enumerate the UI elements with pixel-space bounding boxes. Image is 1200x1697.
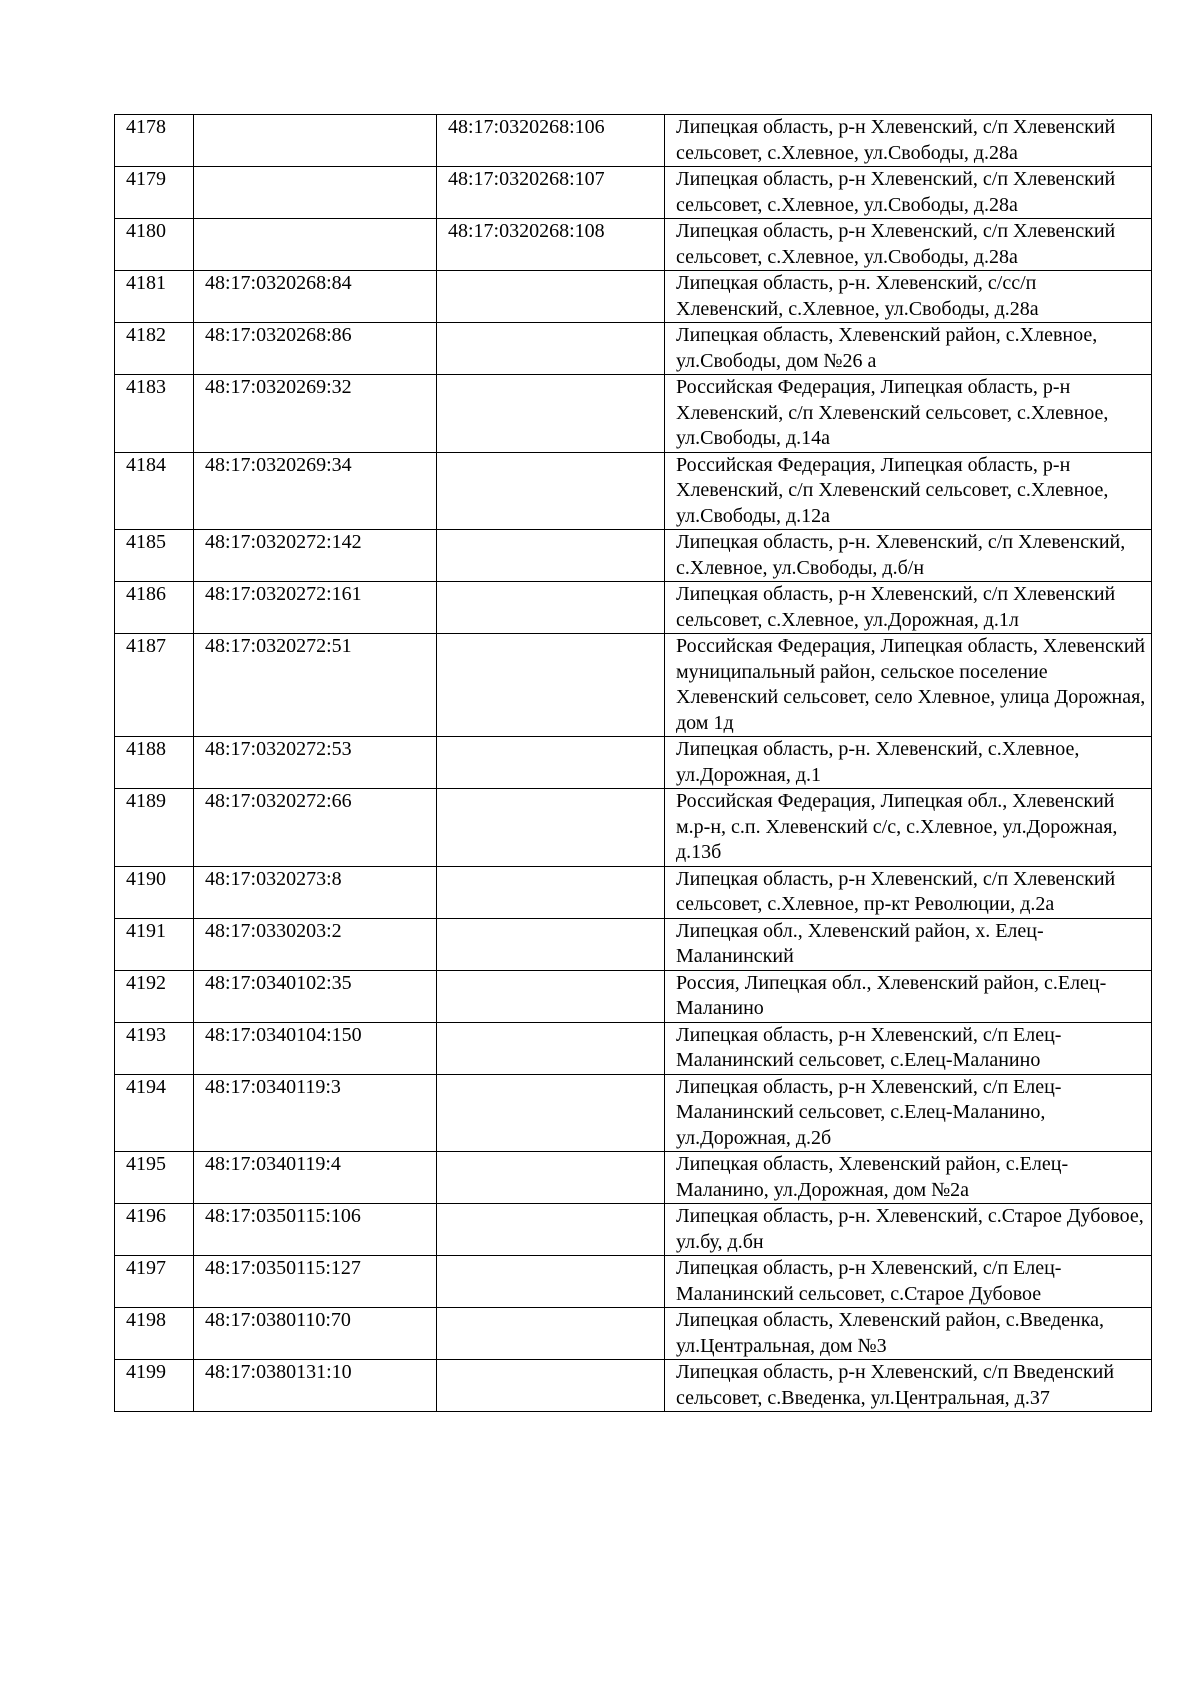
table-row bbox=[115, 271, 1152, 323]
address-cell: Липецкая область, р-н Хлевенский, с/п Елец-Маланинский сельсовет, с.Елец-Маланино, ул.Дорожная, д.2б bbox=[665, 1074, 1152, 1152]
building-cadastral-number bbox=[437, 271, 665, 323]
address-cell: Липецкая область, р-н Хлевенский, с/п Елец-Маланинский сельсовет, с.Елец-Маланино bbox=[665, 1022, 1152, 1074]
land-cadastral-number: 48:17:0340104:150 bbox=[194, 1022, 437, 1074]
table-body bbox=[115, 115, 1152, 1412]
table-row bbox=[115, 866, 1152, 918]
land-cadastral-number: 48:17:0340119:4 bbox=[194, 1152, 437, 1204]
row-number: 4188 bbox=[115, 737, 194, 789]
land-cadastral-number bbox=[194, 219, 437, 271]
table-row bbox=[115, 452, 1152, 530]
address-cell: Липецкая область, р-н Хлевенский, с/п Хлевенский сельсовет, с.Хлевное, ул.Свободы, д.28а bbox=[665, 115, 1152, 167]
property-register-table bbox=[114, 114, 1152, 1412]
row-number: 4194 bbox=[115, 1074, 194, 1152]
building-cadastral-number bbox=[437, 634, 665, 737]
address-cell: Россия, Липецкая обл., Хлевенский район, с.Елец-Маланино bbox=[665, 970, 1152, 1022]
row-number: 4190 bbox=[115, 866, 194, 918]
address-cell: Липецкая область, р-н. Хлевенский, с/п Хлевенский, с.Хлевное, ул.Свободы, д.б/н bbox=[665, 530, 1152, 582]
land-cadastral-number: 48:17:0330203:2 bbox=[194, 918, 437, 970]
row-number: 4184 bbox=[115, 452, 194, 530]
building-cadastral-number bbox=[437, 1308, 665, 1360]
table-row bbox=[115, 737, 1152, 789]
table-row bbox=[115, 219, 1152, 271]
table-row bbox=[115, 1360, 1152, 1412]
table-row bbox=[115, 1308, 1152, 1360]
address-cell: Липецкая область, Хлевенский район, с.Елец-Маланино, ул.Дорожная, дом №2а bbox=[665, 1152, 1152, 1204]
row-number: 4185 bbox=[115, 530, 194, 582]
table-row bbox=[115, 918, 1152, 970]
land-cadastral-number: 48:17:0380131:10 bbox=[194, 1360, 437, 1412]
address-cell: Липецкая область, р-н Хлевенский, с/п Хлевенский сельсовет, с.Хлевное, пр-кт Революции, д.2а bbox=[665, 866, 1152, 918]
address-cell: Липецкая область, р-н Хлевенский, с/п Хлевенский сельсовет, с.Хлевное, ул.Свободы, д.28а bbox=[665, 219, 1152, 271]
table-row bbox=[115, 1022, 1152, 1074]
table-row bbox=[115, 789, 1152, 867]
address-cell: Липецкая область, р-н Хлевенский, с/п Хлевенский сельсовет, с.Хлевное, ул.Дорожная, д.1л bbox=[665, 582, 1152, 634]
land-cadastral-number: 48:17:0340119:3 bbox=[194, 1074, 437, 1152]
address-cell: Липецкая область, р-н Хлевенский, с/п Хлевенский сельсовет, с.Хлевное, ул.Свободы, д.28а bbox=[665, 167, 1152, 219]
building-cadastral-number bbox=[437, 866, 665, 918]
land-cadastral-number bbox=[194, 167, 437, 219]
row-number: 4196 bbox=[115, 1204, 194, 1256]
row-number: 4199 bbox=[115, 1360, 194, 1412]
land-cadastral-number: 48:17:0320268:84 bbox=[194, 271, 437, 323]
document-page bbox=[114, 114, 1151, 1412]
table-row bbox=[115, 323, 1152, 375]
land-cadastral-number: 48:17:0320269:32 bbox=[194, 375, 437, 453]
row-number: 4197 bbox=[115, 1256, 194, 1308]
land-cadastral-number: 48:17:0320268:86 bbox=[194, 323, 437, 375]
land-cadastral-number: 48:17:0320272:161 bbox=[194, 582, 437, 634]
land-cadastral-number: 48:17:0320272:66 bbox=[194, 789, 437, 867]
building-cadastral-number bbox=[437, 918, 665, 970]
building-cadastral-number bbox=[437, 1360, 665, 1412]
row-number: 4180 bbox=[115, 219, 194, 271]
address-cell: Липецкая область, р-н. Хлевенский, с/сс/п Хлевенский, с.Хлевное, ул.Свободы, д.28а bbox=[665, 271, 1152, 323]
address-cell: Липецкая область, Хлевенский район, с.Введенка, ул.Центральная, дом №3 bbox=[665, 1308, 1152, 1360]
table-row bbox=[115, 582, 1152, 634]
address-cell: Липецкая область, р-н Хлевенский, с/п Елец-Маланинский сельсовет, с.Старое Дубовое bbox=[665, 1256, 1152, 1308]
table-row bbox=[115, 1152, 1152, 1204]
land-cadastral-number: 48:17:0320272:142 bbox=[194, 530, 437, 582]
address-cell: Липецкая область, р-н. Хлевенский, с.Хлевное, ул.Дорожная, д.1 bbox=[665, 737, 1152, 789]
land-cadastral-number: 48:17:0350115:127 bbox=[194, 1256, 437, 1308]
row-number: 4187 bbox=[115, 634, 194, 737]
address-cell: Липецкая область, Хлевенский район, с.Хлевное, ул.Свободы, дом №26 а bbox=[665, 323, 1152, 375]
row-number: 4191 bbox=[115, 918, 194, 970]
row-number: 4195 bbox=[115, 1152, 194, 1204]
building-cadastral-number bbox=[437, 452, 665, 530]
row-number: 4178 bbox=[115, 115, 194, 167]
building-cadastral-number bbox=[437, 789, 665, 867]
row-number: 4186 bbox=[115, 582, 194, 634]
row-number: 4193 bbox=[115, 1022, 194, 1074]
land-cadastral-number: 48:17:0340102:35 bbox=[194, 970, 437, 1022]
address-cell: Липецкая область, р-н. Хлевенский, с.Старое Дубовое, ул.бу, д.бн bbox=[665, 1204, 1152, 1256]
address-cell: Российская Федерация, Липецкая область, р-н Хлевенский, с/п Хлевенский сельсовет, с.Хлевное, ул.Свободы, д.12а bbox=[665, 452, 1152, 530]
table-row bbox=[115, 970, 1152, 1022]
land-cadastral-number: 48:17:0320272:53 bbox=[194, 737, 437, 789]
building-cadastral-number bbox=[437, 1256, 665, 1308]
row-number: 4189 bbox=[115, 789, 194, 867]
table-row bbox=[115, 167, 1152, 219]
row-number: 4182 bbox=[115, 323, 194, 375]
building-cadastral-number: 48:17:0320268:106 bbox=[437, 115, 665, 167]
table-row bbox=[115, 375, 1152, 453]
building-cadastral-number bbox=[437, 323, 665, 375]
building-cadastral-number bbox=[437, 970, 665, 1022]
building-cadastral-number bbox=[437, 1022, 665, 1074]
building-cadastral-number bbox=[437, 1074, 665, 1152]
address-cell: Российская Федерация, Липецкая область, Хлевенский муниципальный район, сельское поселение Хлевенский сельсовет, село Хлевное, улица Дорожная, дом 1д bbox=[665, 634, 1152, 737]
address-cell: Российская Федерация, Липецкая обл., Хлевенский м.р-н, с.п. Хлевенский с/с, с.Хлевное, ул.Дорожная, д.13б bbox=[665, 789, 1152, 867]
table-row bbox=[115, 530, 1152, 582]
row-number: 4181 bbox=[115, 271, 194, 323]
building-cadastral-number: 48:17:0320268:108 bbox=[437, 219, 665, 271]
land-cadastral-number: 48:17:0380110:70 bbox=[194, 1308, 437, 1360]
building-cadastral-number bbox=[437, 737, 665, 789]
land-cadastral-number bbox=[194, 115, 437, 167]
land-cadastral-number: 48:17:0320272:51 bbox=[194, 634, 437, 737]
address-cell: Российская Федерация, Липецкая область, р-н Хлевенский, с/п Хлевенский сельсовет, с.Хлевное, ул.Свободы, д.14а bbox=[665, 375, 1152, 453]
building-cadastral-number bbox=[437, 375, 665, 453]
table-row bbox=[115, 115, 1152, 167]
table-row bbox=[115, 1204, 1152, 1256]
building-cadastral-number bbox=[437, 582, 665, 634]
row-number: 4179 bbox=[115, 167, 194, 219]
table-row bbox=[115, 1256, 1152, 1308]
row-number: 4183 bbox=[115, 375, 194, 453]
land-cadastral-number: 48:17:0320273:8 bbox=[194, 866, 437, 918]
land-cadastral-number: 48:17:0350115:106 bbox=[194, 1204, 437, 1256]
table-row bbox=[115, 634, 1152, 737]
table-row bbox=[115, 1074, 1152, 1152]
building-cadastral-number bbox=[437, 530, 665, 582]
address-cell: Липецкая область, р-н Хлевенский, с/п Введенский сельсовет, с.Введенка, ул.Центральная, д.37 bbox=[665, 1360, 1152, 1412]
row-number: 4192 bbox=[115, 970, 194, 1022]
address-cell: Липецкая обл., Хлевенский район, х. Елец-Маланинский bbox=[665, 918, 1152, 970]
land-cadastral-number: 48:17:0320269:34 bbox=[194, 452, 437, 530]
building-cadastral-number: 48:17:0320268:107 bbox=[437, 167, 665, 219]
building-cadastral-number bbox=[437, 1152, 665, 1204]
row-number: 4198 bbox=[115, 1308, 194, 1360]
building-cadastral-number bbox=[437, 1204, 665, 1256]
